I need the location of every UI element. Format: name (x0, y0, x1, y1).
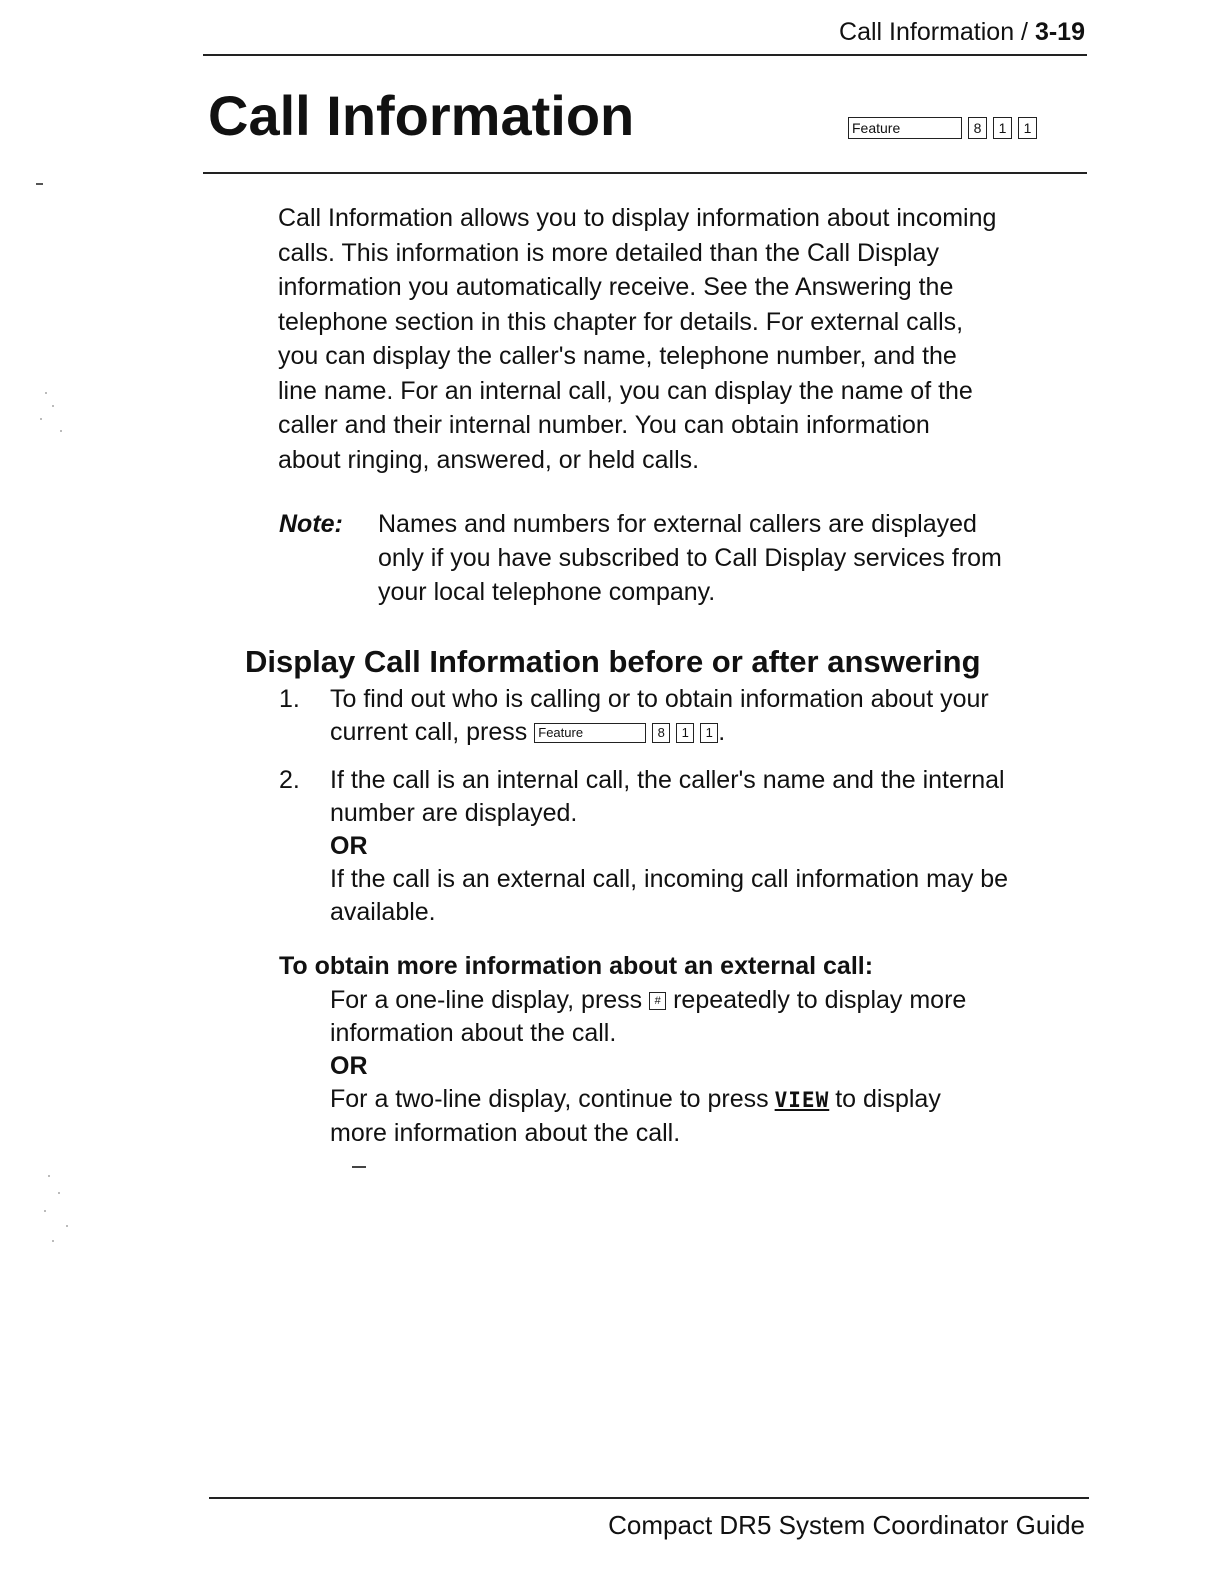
scan-speck (45, 392, 47, 394)
note-line: your local telephone company. (378, 578, 716, 606)
scan-mark (352, 1166, 366, 1168)
step-2-line: number are displayed. (330, 799, 578, 827)
step-1-key-sequence (534, 723, 718, 743)
two-line-instruction (330, 1083, 966, 1117)
step-number: 1. (279, 685, 300, 713)
step-1-line: To find out who is calling or to obtain information about your (330, 685, 989, 713)
or-label: OR (330, 1052, 368, 1080)
feature-key: Feature (534, 723, 646, 743)
intro-paragraph (278, 201, 1098, 477)
more-info-body (330, 984, 966, 1150)
note-line: Names and numbers for external callers are displayed (378, 510, 977, 538)
key-1: 1 (700, 723, 718, 743)
step-2-line: If the call is an internal call, the caller's name and the internal (330, 766, 1005, 794)
sub-heading: To obtain more information about an external call: (279, 952, 874, 980)
step-1-body (330, 683, 989, 749)
two-line-suffix: to display (835, 1085, 941, 1113)
scan-speck (66, 1225, 68, 1227)
running-header (839, 16, 1085, 48)
scan-speck (52, 405, 54, 407)
one-line-suffix: repeatedly to display more (673, 986, 967, 1014)
running-header-section: Call Information / (839, 18, 1028, 46)
intro-line: line name. For an internal call, you can display the name of the (278, 376, 973, 405)
step-2-line: available. (330, 898, 436, 926)
or-label: OR (330, 832, 368, 860)
two-line-instruction-cont: more information about the call. (330, 1119, 681, 1147)
intro-line: calls. This information is more detailed than the Call Display (278, 238, 939, 267)
scan-speck (58, 1192, 60, 1194)
scan-speck (52, 1240, 54, 1242)
two-line-prefix: For a two-line display, continue to press (330, 1085, 769, 1113)
step-1-line (330, 716, 989, 749)
view-softkey: VIEW (774, 1088, 830, 1112)
section-heading: Display Call Information before or after answering (245, 644, 981, 679)
page-title: Call Information (208, 84, 635, 147)
step-2-body (330, 764, 1008, 929)
key-1: 1 (676, 723, 694, 743)
intro-line: telephone section in this chapter for details. For external calls, (278, 307, 964, 336)
step-1-press-text: current call, press (330, 718, 528, 746)
note-text (378, 507, 1002, 609)
step-1-period: . (718, 718, 726, 746)
footer-title: Compact DR5 System Coordinator Guide (608, 1510, 1085, 1540)
scan-speck (48, 1175, 50, 1177)
intro-line: about ringing, answered, or held calls. (278, 445, 700, 474)
key-8: 8 (652, 723, 670, 743)
intro-line: caller and their internal number. You can obtain information (278, 411, 930, 439)
page-number: 3-19 (1034, 18, 1085, 46)
key-8: 8 (968, 117, 987, 139)
hash-key: # (649, 992, 666, 1010)
feature-key: Feature (848, 117, 962, 139)
note-line: only if you have subscribed to Call Display services from (378, 544, 1002, 572)
note-label: Note: (279, 510, 343, 538)
intro-line: you can display the caller's name, telephone number, and the (278, 342, 957, 370)
intro-line: Call Information allows you to display information about incoming (278, 204, 997, 232)
scan-mark (36, 183, 43, 185)
scan-speck (44, 1210, 46, 1212)
step-number: 2. (279, 766, 300, 794)
key-1: 1 (993, 117, 1012, 139)
one-line-instruction (330, 984, 966, 1017)
title-key-sequence (848, 117, 1037, 139)
scan-speck (60, 430, 62, 432)
title-rule (203, 172, 1087, 174)
intro-line: information you automatically receive. See the Answering the (278, 273, 954, 301)
footer-rule (209, 1497, 1089, 1499)
scan-speck (40, 418, 42, 420)
key-1: 1 (1018, 117, 1037, 139)
step-2-line: If the call is an external call, incoming call information may be (330, 865, 1009, 893)
one-line-instruction-cont: information about the call. (330, 1019, 617, 1047)
header-rule (203, 54, 1087, 56)
one-line-prefix: For a one-line display, press (330, 986, 643, 1014)
